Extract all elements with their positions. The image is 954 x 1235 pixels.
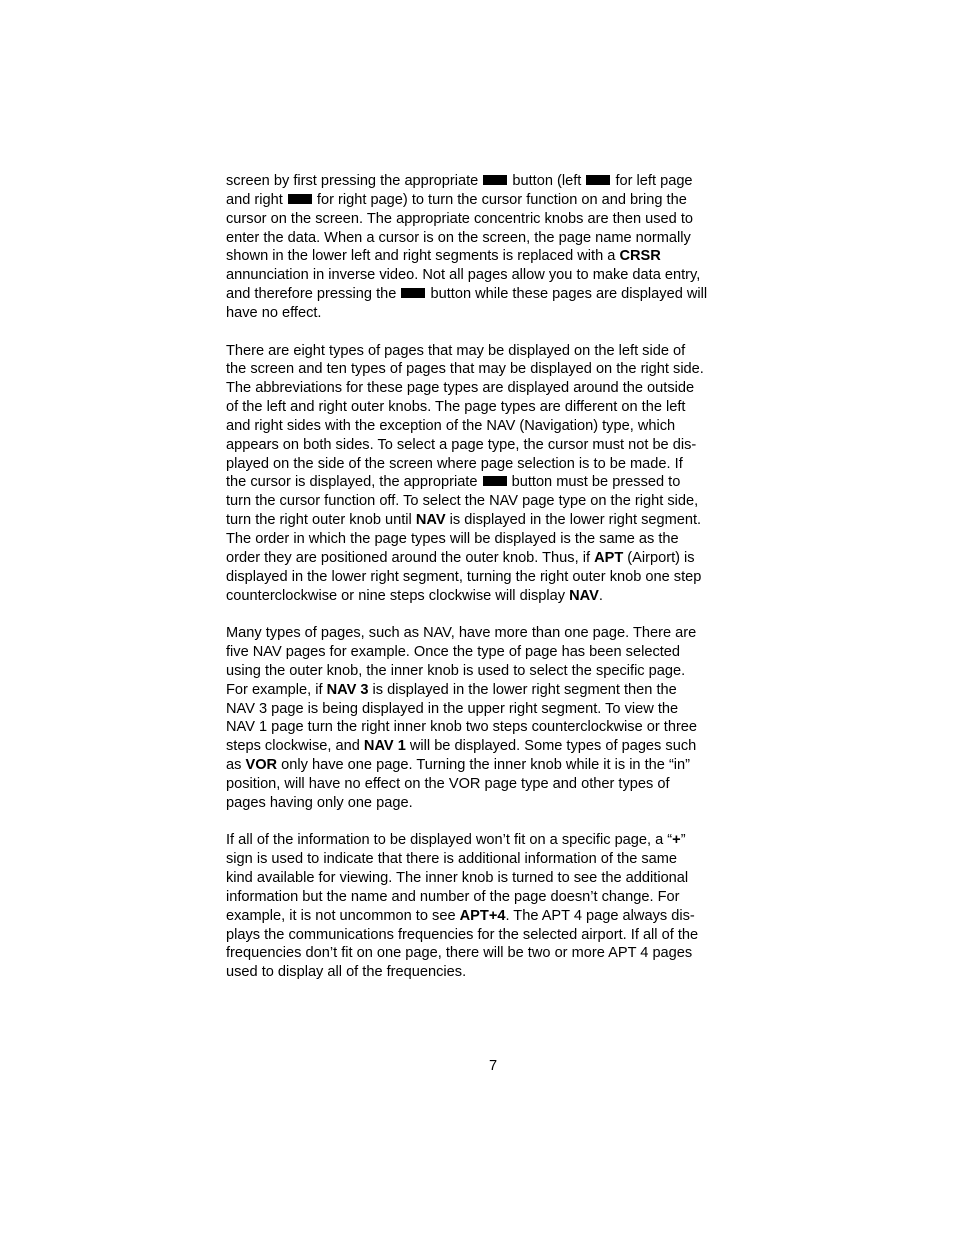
text-run: for left page: [611, 173, 693, 189]
text-line: [226, 888, 746, 907]
text-run: enter the data. When a cursor is on the screen, the page name normally: [226, 229, 691, 246]
text-line: [226, 304, 746, 323]
text-run: turn the cursor function off. To select the NAV page type on the right side,: [226, 493, 699, 510]
text-run: ”: [680, 832, 686, 849]
text-run: NAV 1 page turn the right inner knob two steps counterclockwise or three: [226, 719, 698, 736]
crsr-key-block-icon: [401, 288, 425, 298]
crsr-key-block-icon: [586, 175, 610, 185]
text-run: example, it is not uncommon to see: [226, 907, 460, 924]
text-line: [226, 530, 746, 549]
paragraph-page-types: [226, 342, 746, 606]
text-run: There are eight types of pages that may be displayed on the left side of: [226, 342, 686, 359]
text-line: [226, 191, 746, 210]
text-line: [226, 266, 746, 285]
bold-term: NAV 1: [363, 738, 406, 755]
text-line: [226, 681, 746, 700]
text-line: [226, 926, 746, 945]
text-run: For example, if: [226, 681, 327, 698]
text-line: [226, 285, 746, 304]
text-line: [226, 850, 746, 869]
paragraph-plus-sign: [226, 831, 746, 982]
text-run: button while these pages are displayed will: [426, 286, 708, 303]
paragraph-cursor-entry: [226, 172, 746, 323]
text-run: as: [226, 757, 246, 774]
text-run: frequencies don’t fit on one page, there will be two or more APT 4 pages: [226, 945, 693, 962]
text-run: have no effect.: [226, 304, 322, 321]
bold-term: CRSR: [619, 248, 661, 265]
text-run: only have one page. Turning the inner knob while it is in the “in”: [277, 757, 691, 774]
text-run: If all of the information to be displayed won’t fit on a specific page, a “: [226, 832, 673, 849]
text-run: will be displayed. Some types of pages such: [405, 738, 697, 755]
text-line: [226, 210, 746, 229]
text-line: [226, 718, 746, 737]
text-line: [226, 662, 746, 681]
text-run: position, will have no effect on the VOR page type and other types of: [226, 775, 670, 792]
text-run: NAV 3 page is being displayed in the upper right segment. To view the: [226, 700, 679, 717]
text-run: information but the name and number of the page doesn’t change. For: [226, 888, 680, 905]
crsr-key-block-icon: [483, 175, 507, 185]
text-run: five NAV pages for example. Once the type of page has been selected: [226, 644, 681, 660]
text-run: of the left and right outer knobs. The page types are different on the left: [226, 399, 686, 416]
text-run: displayed in the lower right segment, turning the right outer knob one step: [226, 568, 702, 585]
text-run: and right: [226, 191, 287, 208]
text-run: kind available for viewing. The inner knob is turned to see the additional: [226, 870, 689, 887]
text-line: [226, 455, 746, 474]
text-line: [226, 398, 746, 417]
text-run: for right page) to turn the cursor function on and bring the: [312, 191, 687, 208]
bold-term: APT: [594, 549, 624, 566]
text-run: button must be pressed to: [507, 474, 681, 491]
text-line: [226, 700, 746, 719]
text-run: is displayed in the lower right segment then the: [368, 681, 677, 698]
bold-term: +: [672, 832, 681, 849]
text-run: turn the right outer knob until: [226, 512, 416, 529]
text-run: shown in the lower left and right segments is replaced with a: [226, 248, 620, 265]
text-line: [226, 379, 746, 398]
text-line: [226, 794, 746, 813]
text-line: [226, 587, 746, 606]
text-run: cursor on the screen. The appropriate concentric knobs are then used to: [226, 210, 694, 227]
text-run: . The APT 4 page always dis-: [505, 907, 695, 924]
text-line: [226, 492, 746, 511]
text-run: (Airport) is: [623, 549, 695, 566]
text-run: and therefore pressing the: [226, 286, 401, 303]
text-line: [226, 831, 746, 850]
text-line: [226, 775, 746, 794]
text-line: [226, 511, 746, 530]
text-line: [226, 756, 746, 775]
crsr-key-block-icon: [288, 194, 312, 204]
text-line: [226, 624, 746, 643]
crsr-key-block-icon: [483, 476, 507, 486]
text-line: [226, 247, 746, 266]
text-run: and right sides with the exception of the NAV (Navigation) type, which: [226, 417, 676, 434]
bold-term: APT+4: [459, 907, 506, 924]
text-run: used to display all of the frequencies.: [226, 964, 467, 981]
text-run: using the outer knob, the inner knob is used to select the specific page.: [226, 662, 686, 679]
text-line: [226, 360, 746, 379]
text-line: [226, 229, 746, 248]
text-line: [226, 643, 746, 662]
text-run: the screen and ten types of pages that may be displayed on the right side.: [226, 361, 704, 378]
text-line: [226, 172, 746, 191]
text-run: steps clockwise, and: [226, 738, 364, 755]
text-run: annunciation in inverse video. Not all pages allow you to make data entry,: [226, 267, 701, 284]
text-run: plays the communications frequencies for the selected airport. If all of the: [226, 926, 699, 943]
bold-term: NAV 3: [326, 681, 369, 698]
bold-term: NAV: [415, 512, 446, 529]
text-run: button (left: [508, 173, 586, 189]
text-line: [226, 737, 746, 756]
text-run: .: [598, 587, 603, 604]
text-line: [226, 473, 746, 492]
text-run: The abbreviations for these page types are displayed around the outside: [226, 380, 695, 397]
text-line: [226, 568, 746, 587]
text-line: [226, 907, 746, 926]
text-run: order they are positioned around the outer knob. Thus, if: [226, 549, 595, 566]
text-line: [226, 944, 746, 963]
page-body: [226, 172, 746, 1001]
text-run: sign is used to indicate that there is additional information of the same: [226, 851, 678, 868]
text-run: The order in which the page types will be displayed is the same as the: [226, 530, 679, 547]
text-line: [226, 549, 746, 568]
text-run: is displayed in the lower right segment.: [445, 512, 702, 529]
text-line: [226, 342, 746, 361]
text-line: [226, 417, 746, 436]
page-number: 7: [488, 1058, 498, 1074]
bold-term: VOR: [245, 757, 278, 774]
text-run: counterclockwise or nine steps clockwise will display: [226, 587, 570, 604]
text-run: played on the side of the screen where page selection is to be made. If: [226, 455, 683, 472]
text-run: the cursor is displayed, the appropriate: [226, 474, 482, 491]
text-line: [226, 869, 746, 888]
bold-term: NAV: [569, 587, 599, 604]
text-line: [226, 963, 746, 982]
paragraph-multiple-pages: [226, 624, 746, 812]
text-run: screen by first pressing the appropriate: [226, 173, 483, 189]
text-line: [226, 436, 746, 455]
text-run: pages having only one page.: [226, 794, 413, 811]
text-run: Many types of pages, such as NAV, have more than one page. There are: [226, 625, 697, 642]
text-run: appears on both sides. To select a page type, the cursor must not be dis-: [226, 436, 697, 453]
